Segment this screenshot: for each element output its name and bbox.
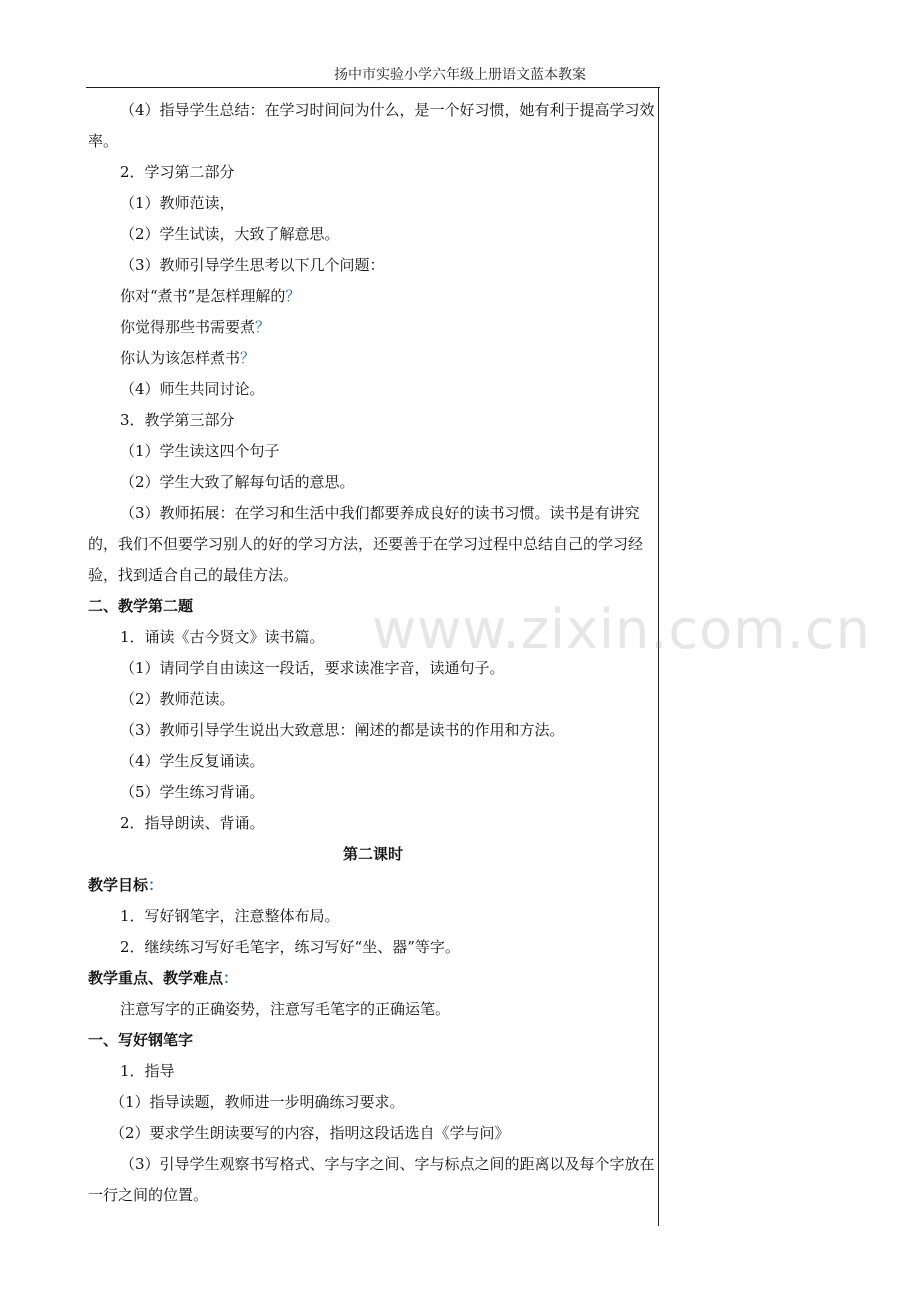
page-header: 扬中市实验小学六年级上册语文蓝本教案 xyxy=(334,67,586,83)
lesson-line xyxy=(88,498,658,591)
line-text: （2）要求学生朗读要写的内容，指明这段话选自《学与问》 xyxy=(110,1124,510,1142)
line-text: 你对“煮书”是怎样理解的 xyxy=(120,287,286,305)
watermark: www.zixin.com.cn xyxy=(372,598,871,661)
line-text: （3）教师引导学生思考以下几个问题： xyxy=(120,256,385,274)
lesson-line xyxy=(88,1056,658,1087)
lesson-line xyxy=(88,405,658,436)
lesson-line xyxy=(88,839,658,870)
lesson-line xyxy=(88,343,658,374)
lesson-line xyxy=(88,219,658,250)
lesson-line xyxy=(88,994,658,1025)
line-punctuation: ： xyxy=(148,876,164,894)
lesson-line xyxy=(88,932,658,963)
line-text: （2）学生试读，大致了解意思。 xyxy=(120,225,340,243)
line-text: （1）教师范读， xyxy=(120,194,235,212)
line-text: 二、教学第二题 xyxy=(88,597,194,615)
lesson-line xyxy=(88,157,658,188)
line-text: 2．指导朗读、背诵。 xyxy=(120,814,265,832)
line-punctuation: ： xyxy=(223,969,239,987)
line-text: （4）指导学生总结：在学习时间问为什么，是一个好习惯，她有利于提高学习效率。 xyxy=(88,101,655,150)
line-text: 你觉得那些书需要煮 xyxy=(120,318,256,336)
line-text: 2．学习第二部分 xyxy=(120,163,235,181)
line-text: （1）请同学自由读这一段话，要求读准字音，读通句子。 xyxy=(120,659,505,677)
lesson-line xyxy=(88,374,658,405)
line-text: （4）学生反复诵读。 xyxy=(120,752,265,770)
lesson-line xyxy=(88,1025,658,1056)
lesson-line xyxy=(88,467,658,498)
lesson-line xyxy=(88,746,658,777)
line-text: 3．教学第三部分 xyxy=(120,411,235,429)
line-text: （3）引导学生观察书写格式、字与字之间、字与标点之间的距离以及每个字放在一行之间的位置。 xyxy=(88,1155,655,1204)
line-text: 1．指导 xyxy=(120,1062,175,1080)
lesson-line xyxy=(88,684,658,715)
lesson-line xyxy=(88,870,658,901)
line-punctuation: ？ xyxy=(240,349,256,367)
line-text: 1．写好钢笔字，注意整体布局。 xyxy=(120,907,340,925)
line-text: 2．继续练习写好毛笔字，练习写好“坐、器”等字。 xyxy=(120,938,460,956)
line-text: （2）教师范读。 xyxy=(120,690,235,708)
line-text: （5）学生练习背诵。 xyxy=(120,783,265,801)
line-punctuation: ？ xyxy=(285,287,301,305)
lesson-line xyxy=(88,436,658,467)
line-text: （3）教师拓展：在学习和生活中我们都要养成良好的读书习惯。读书是有讲究的，我们不但要学习别人的好的学习方法，还要善于在学习过程中总结自己的学习经验，找到适合自己的最佳方法。 xyxy=(88,504,644,584)
line-text: 一、写好钢笔字 xyxy=(88,1031,194,1049)
line-text: 你认为该怎样煮书 xyxy=(120,349,241,367)
line-text: 教学目标 xyxy=(88,876,149,894)
lesson-line xyxy=(88,1087,658,1118)
lesson-line xyxy=(88,188,658,219)
lesson-line xyxy=(88,808,658,839)
lesson-line xyxy=(88,250,658,281)
line-text: 第二课时 xyxy=(342,845,403,863)
lesson-line xyxy=(88,95,658,157)
lesson-line xyxy=(88,312,658,343)
lesson-line xyxy=(88,1149,658,1211)
lesson-line xyxy=(88,1118,658,1149)
line-text: （2）学生大致了解每句话的意思。 xyxy=(120,473,355,491)
header-rule xyxy=(86,87,660,88)
line-text: 1．诵读《古今贤文》读书篇。 xyxy=(120,628,325,646)
line-text: 教学重点、教学难点 xyxy=(88,969,224,987)
line-text: （1）学生读这四个句子 xyxy=(120,442,280,460)
lesson-line xyxy=(88,777,658,808)
lesson-line xyxy=(88,963,658,994)
line-text: （4）师生共同讨论。 xyxy=(120,380,265,398)
line-text: 注意写字的正确姿势，注意写毛笔字的正确运笔。 xyxy=(120,1000,451,1018)
line-text: （3）教师引导学生说出大致意思：阐述的都是读书的作用和方法。 xyxy=(120,721,565,739)
lesson-line xyxy=(88,281,658,312)
line-punctuation: ？ xyxy=(255,318,271,336)
line-text: （1）指导读题，教师进一步明确练习要求。 xyxy=(110,1093,405,1111)
lesson-line xyxy=(88,901,658,932)
lesson-line xyxy=(88,715,658,746)
